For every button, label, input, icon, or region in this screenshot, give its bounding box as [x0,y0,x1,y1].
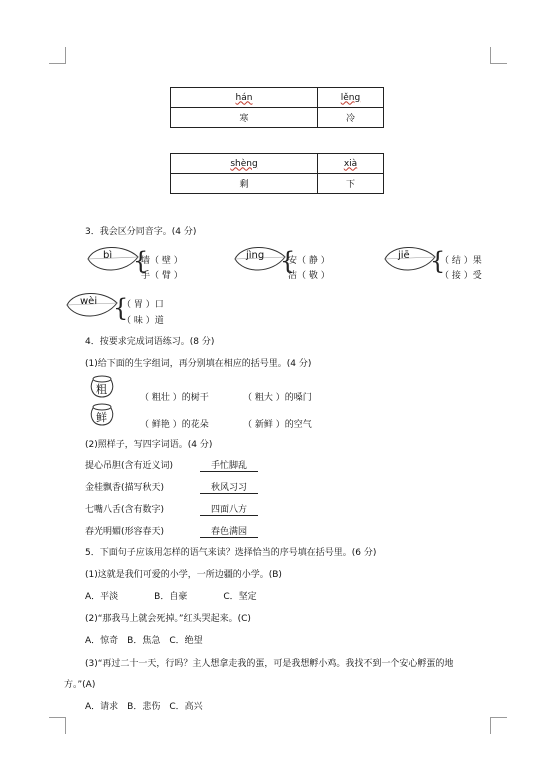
option: 安（ 静 ） [288,256,330,266]
phrase: （ 粗大 ）的嗓门 [243,393,312,403]
crop-mark-bottom-left [49,717,66,734]
pinyin-cell: shèng [230,158,258,169]
idiom-answer: 秋风习习 [200,480,258,494]
jar-icon [87,401,117,431]
idiom-label: 七嘴八舌(含有数字) [85,505,165,515]
pinyin-label: wèi [80,296,98,307]
leaf-icon [64,288,120,322]
pinyin-table-1 [170,87,384,128]
idiom-answer: 手忙脚乱 [200,458,258,472]
char-cell: 下 [318,174,384,194]
pinyin-cell: hán [235,92,253,103]
phrase: （ 新鲜 ）的空气 [243,420,312,430]
q5-options: A．请求 B．悲伤 C．高兴 [85,702,203,712]
q5-sentence: (1)这就是我们可爱的小学，一所边疆的小学。(B) [85,570,282,580]
char-cell: 冷 [318,108,384,128]
crop-mark-top-left [49,47,66,64]
option: 洁（ 敬 ） [288,271,330,281]
q3-title: 3．我会区分同音字。(4 分) [85,227,197,237]
brace: { [133,247,149,275]
idiom-label: 春光明媚(形容春天) [85,527,165,537]
pinyin-label: jiē [398,250,410,261]
q5-options: A．平淡 B．自豪 C．坚定 [85,592,257,602]
jar-char: 鲜 [96,411,107,424]
q4-sub1: (1)给下面的生字组词，再分别填在相应的括号里。(4 分) [85,359,312,369]
brace: { [430,247,446,275]
char-cell: 剩 [171,174,318,194]
pinyin-label: bì [103,250,113,261]
jar-char: 粗 [96,383,107,396]
q4-sub2: (2)照样子，写四字词语。(4 分) [85,440,213,450]
idiom-answer: 四面八方 [200,502,258,516]
pinyin-table-2 [170,153,384,194]
pinyin-cell: xià [343,158,358,169]
q5-sentence-cont: 方。”(A) [64,680,96,690]
idiom-label: 提心吊胆(含有近义词) [85,461,174,471]
jar-icon [87,373,117,403]
q4-title: 4．按要求完成词语练习。(8 分) [85,337,215,347]
option: （ 结 ）果 [440,256,482,266]
option: （ 味 ）道 [122,316,164,326]
option: （ 接 ）受 [440,271,482,281]
option: （ 胃 ）口 [122,300,164,310]
phrase: （ 鲜艳 ）的花朵 [140,420,209,430]
idiom-answer: 春色满园 [200,524,258,538]
q5-sentence: (2)“那我马上就会死掉。”红头哭起来。(C) [85,614,251,624]
char-cell: 寒 [171,108,318,128]
crop-mark-top-right [490,47,507,64]
pinyin-label: jìng [246,250,265,261]
idiom-label: 金桂飘香(描写秋天) [85,483,165,493]
brace: { [280,247,296,275]
q5-title: 5．下面句子应该用怎样的语气来读？选择恰当的序号填在括号里。(6 分) [85,548,377,558]
phrase: （ 粗壮 ）的树干 [140,393,209,403]
q5-options: A．惊奇 B．焦急 C．绝望 [85,636,203,646]
option: 手（ 臂 ） [141,271,183,281]
brace: { [113,294,129,322]
option: 墙（ 壁 ） [141,256,183,266]
crop-mark-bottom-right [490,717,507,734]
q5-sentence: (3)“再过二十一天，行吗？主人想拿走我的蛋，可是我想孵小鸡。我找不到一个安心孵蛋的地 [85,659,454,669]
pinyin-cell: lěng [340,92,361,103]
